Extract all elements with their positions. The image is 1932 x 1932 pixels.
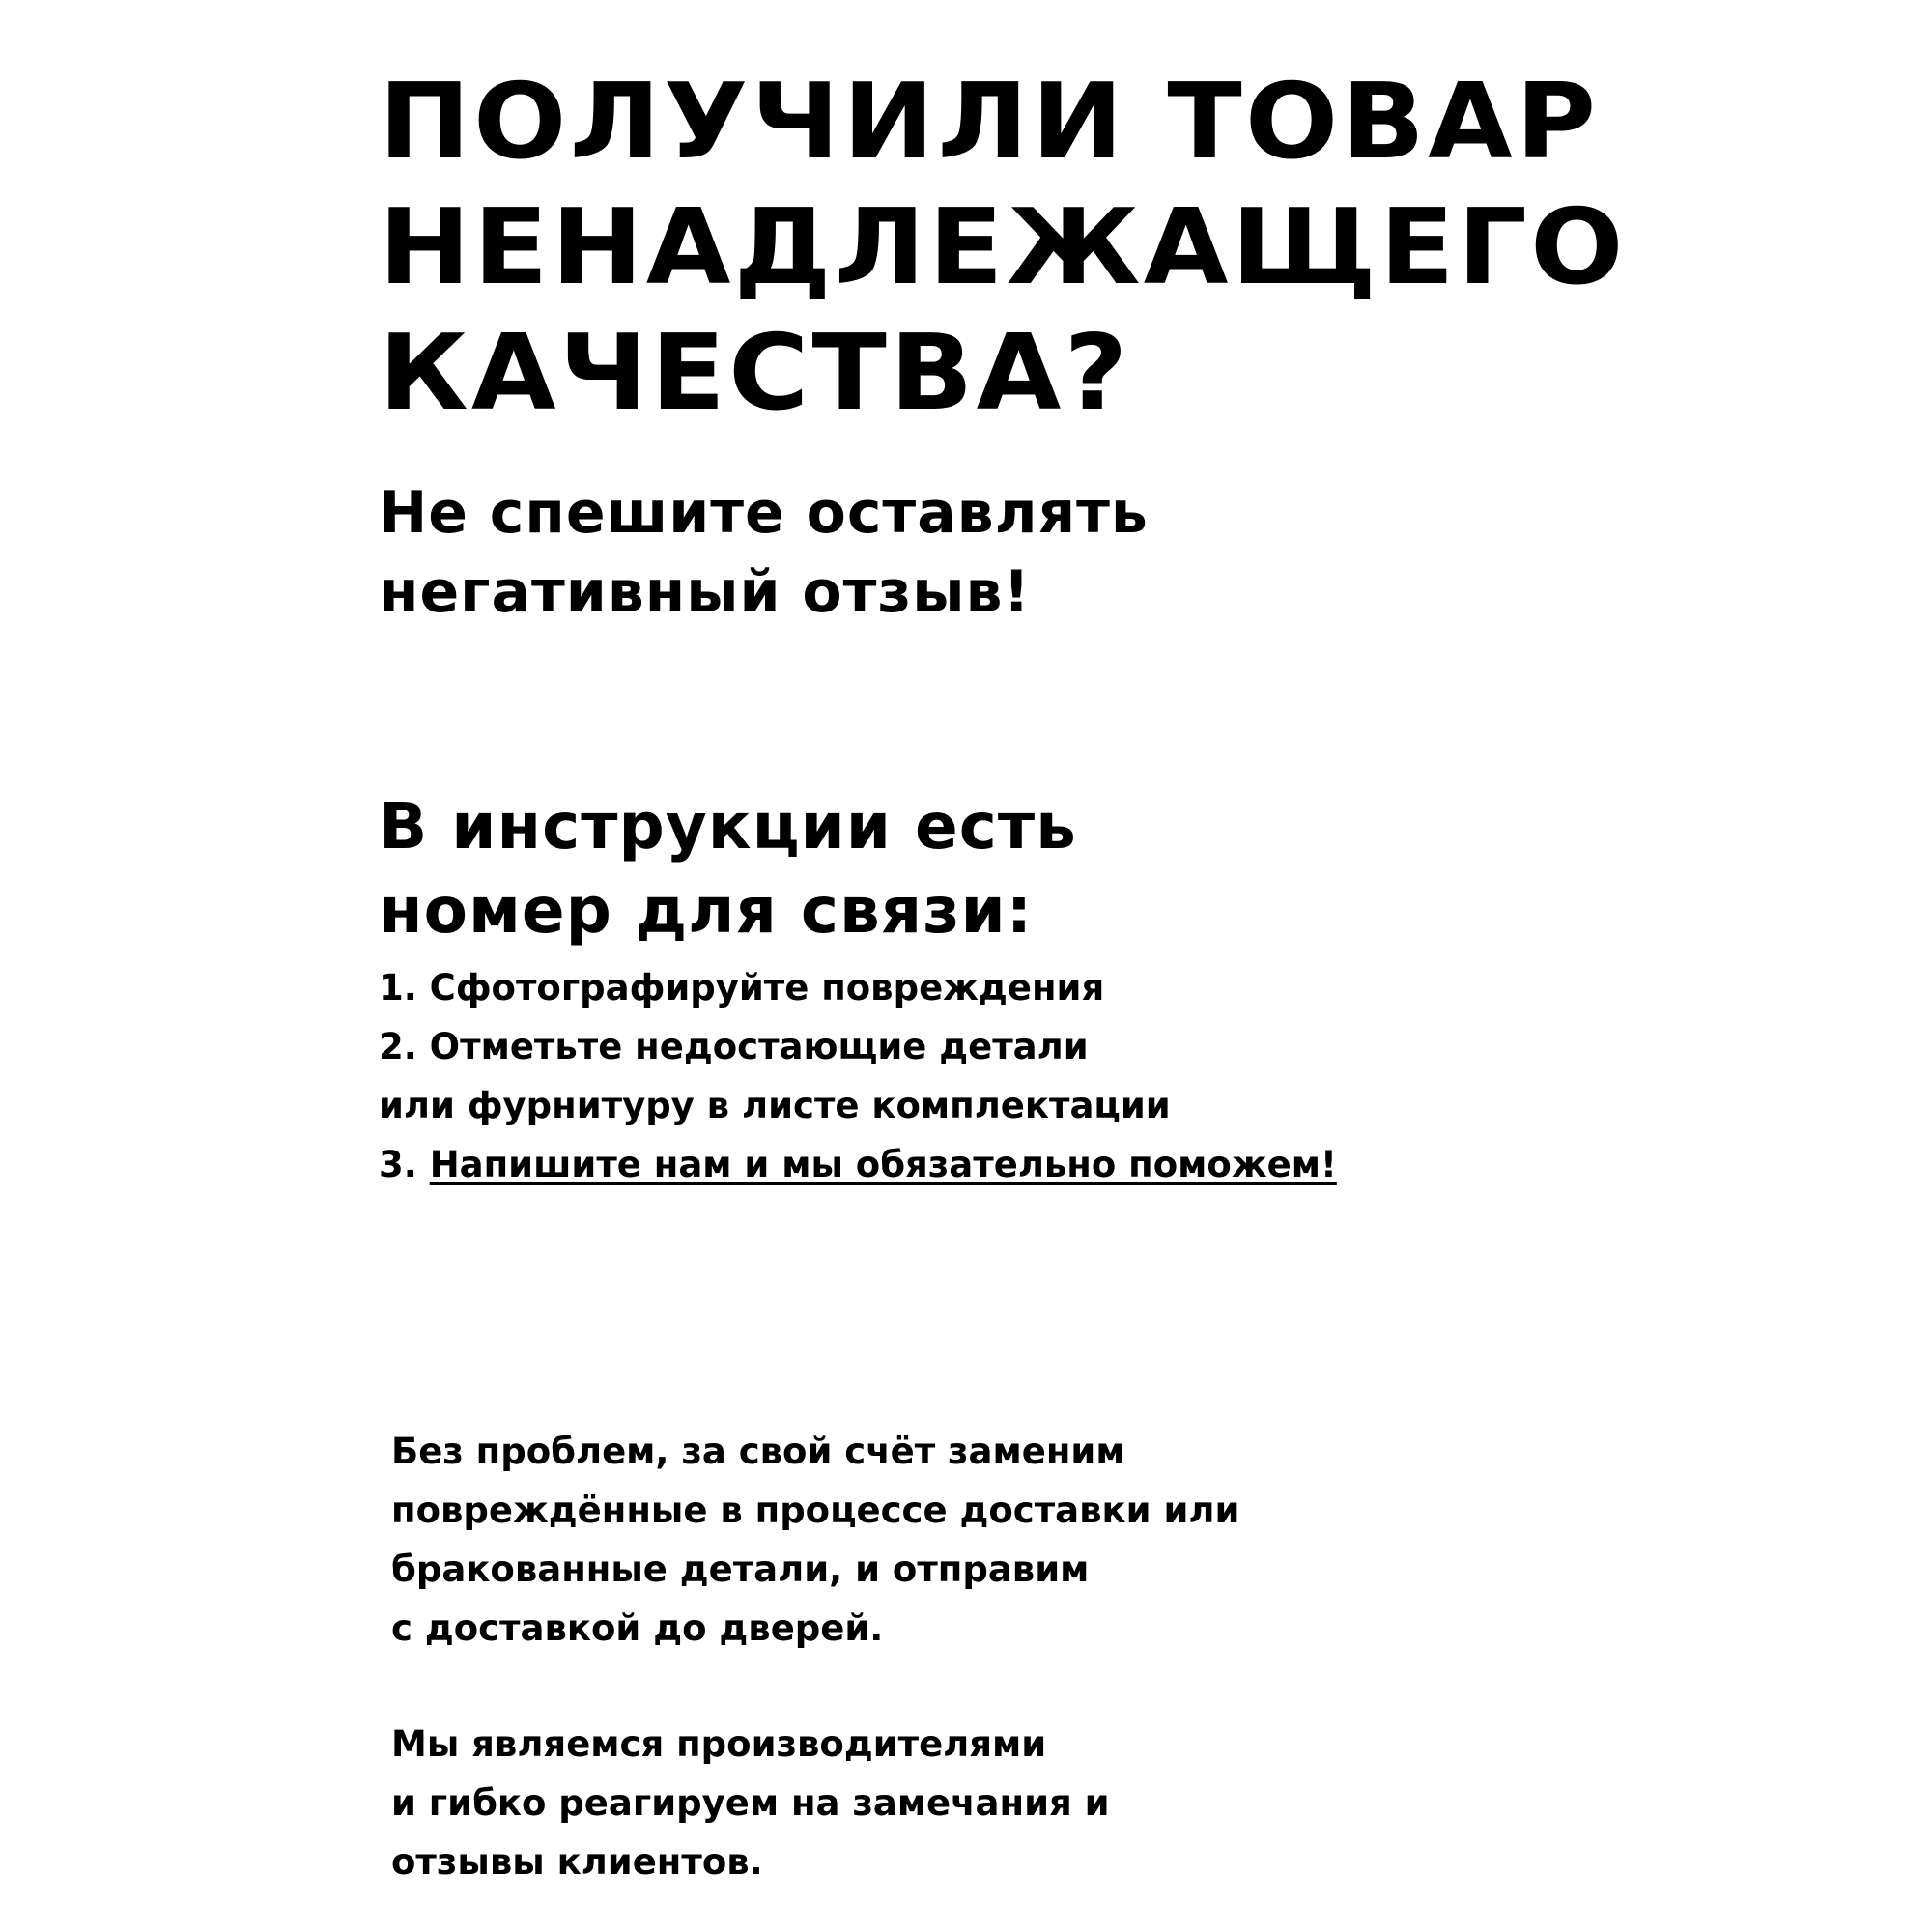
subheading-line-2: негативный отзыв! [379, 558, 1031, 626]
main-headline [379, 60, 1627, 437]
manufacturer-paragraph [391, 1715, 1110, 1891]
headline-line-2: НЕНАДЛЕЖАЩЕГО [379, 187, 1627, 308]
subheading-line-1: Не спешите оставлять [379, 479, 1149, 547]
manufacturer-line-2: и гибко реагируем на замечания и [391, 1782, 1110, 1824]
headline-line-1: ПОЛУЧИЛИ ТОВАР [379, 62, 1600, 183]
replacement-line-2: повреждённые в процессе доставки или [391, 1490, 1240, 1531]
step-3-prefix: 3. [379, 1144, 430, 1185]
contact-us-link[interactable]: Напишите нам и мы обязательно поможем! [429, 1144, 1337, 1185]
step-2-line-2: или фурнитуру в листе комплектации [379, 1085, 1171, 1126]
contact-heading-line-2: номер для связи: [379, 873, 1034, 948]
replacement-line-4: с доставкой до дверей. [391, 1607, 884, 1649]
manufacturer-line-3: отзывы клиентов. [391, 1841, 763, 1883]
replacement-paragraph [391, 1422, 1239, 1658]
headline-line-3: КАЧЕСТВА? [379, 313, 1131, 434]
step-3 [379, 1135, 1337, 1194]
step-2-line-1: 2. Отметьте недостающие детали [379, 1026, 1089, 1067]
subheading [379, 473, 1149, 632]
contact-heading [379, 784, 1077, 952]
step-1: 1. Сфотографируйте повреждения [379, 967, 1105, 1009]
manufacturer-line-1: Мы являемся производителями [391, 1723, 1047, 1765]
replacement-line-3: бракованные детали, и отправим [391, 1548, 1090, 1590]
replacement-line-1: Без проблем, за свой счёт заменим [391, 1431, 1125, 1472]
contact-heading-line-1: В инструкции есть [379, 789, 1077, 864]
steps-list [379, 958, 1337, 1194]
